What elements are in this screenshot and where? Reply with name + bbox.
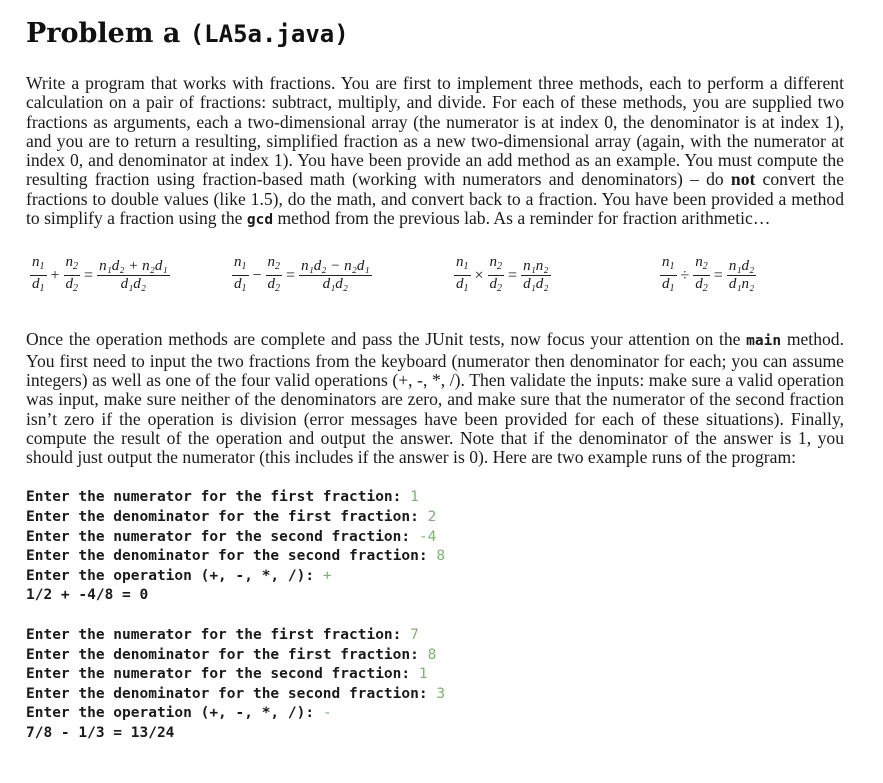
page-title — [26, 14, 844, 54]
run1-line-3: Enter the numerator for the second fraction: -4 — [26, 528, 437, 545]
run2-line-3: Enter the numerator for the second fraction: 1 — [26, 666, 428, 683]
second-code-main: main — [746, 333, 782, 350]
main-method-paragraph — [26, 330, 844, 467]
document-page — [26, 14, 844, 744]
example-runs — [26, 488, 844, 743]
run1-input-3: -4 — [418, 528, 437, 545]
formula-add-operator: + — [50, 266, 60, 284]
formula-divide: $\frac{n_1}{d_1}$ ÷ $\frac{n_2}{d_2}$ = $\frac{\text{n₁d₂}}{\text{d₁n₂}}$ — [662, 254, 755, 295]
formula-add-numerator: n₁d₂ + n₂d₁ — [99, 258, 168, 275]
fraction-formulas — [26, 254, 844, 324]
title-filename: (LA5a.java) — [189, 20, 349, 48]
formula-divide-numerator: n₁d₂ — [728, 258, 755, 275]
intro-paragraph — [26, 74, 844, 230]
run2-input-4: 3 — [436, 685, 446, 702]
formula-multiply-operator: × — [474, 266, 484, 284]
formula-divide-denominator: d₁n₂ — [728, 276, 755, 293]
intro-bold-not: not — [730, 169, 756, 190]
run1-line-4: Enter the denominator for the second fraction: 8 — [26, 548, 446, 565]
run2-input-3: 1 — [418, 666, 428, 683]
title-text: Problem a — [26, 18, 181, 49]
run2-input-1: 7 — [410, 627, 419, 644]
run1-line-1: Enter the numerator for the first fraction: 1 — [26, 489, 419, 506]
formula-subtract: $\frac{n_1}{d_1}$ − $\frac{n_2}{d_2}$ = $\frac{\text{n₁d₂ − n₂d₁}}{\text{d₁d₂}}$ — [234, 254, 370, 295]
runs-spacer — [26, 606, 844, 626]
run1-input-4: 8 — [436, 548, 446, 565]
formula-subtract-numerator: n₁d₂ − n₂d₁ — [301, 258, 370, 275]
formula-multiply-numerator: n₁n₂ — [523, 258, 549, 275]
run2-input-5: - — [322, 705, 332, 722]
run2-line-4: Enter the denominator for the second fraction: 3 — [26, 685, 446, 702]
run2-line-1: Enter the numerator for the first fraction: 7 — [26, 627, 419, 644]
intro-code-gcd: gcd — [246, 212, 274, 229]
run1-result: 1/2 + -4/8 = 0 — [26, 587, 149, 604]
run2-result: 7/8 - 1/3 = 13/24 — [26, 724, 175, 741]
run1-line-5: Enter the operation (+, -, *, /): + — [26, 567, 332, 584]
intro-text-2: convert the fractions to double values (like 1.5), do the math, and convert back to a fraction. You have been provided a method to simplify a fraction using the — [26, 169, 844, 229]
intro-text-1: Write a program that works with fractions. You are first to implement three methods, each to perform a different calculation on a pair of fractions: subtract, multiply, and divide. For each of these methods, you are supplied two fractions as arguments, each a two-dimensional array (the numerator is at index 0, the denominator is at index 1), and you are to return a resulting, simplified fraction as a new two-dimensional array (again, with the numerator at index 0, and denominator at index 1). You have been provide an add method as an example. You must compute the resulting fraction using fraction-based math (working with numerators and denominators) – do — [26, 73, 844, 190]
second-text-1: Once the operation methods are complete and pass the JUnit tests, now focus your attention on the — [26, 329, 747, 350]
run1-input-1: 1 — [410, 489, 419, 506]
intro-text-3: method from the previous lab. As a reminder for fraction arithmetic… — [273, 208, 771, 229]
run1-input-2: 2 — [427, 509, 437, 526]
run1-input-5: + — [322, 567, 332, 584]
formula-subtract-operator: − — [252, 266, 262, 284]
formula-divide-operator: ÷ — [680, 266, 690, 284]
run2-input-2: 8 — [427, 646, 437, 663]
formula-multiply: $\frac{n_1}{d_1}$ × $\frac{n_2}{d_2}$ = $\frac{\text{n₁n₂}}{\text{d₁d₂}}$ — [456, 254, 549, 295]
formula-multiply-denominator: d₁d₂ — [523, 276, 549, 293]
formula-subtract-denominator: d₁d₂ — [322, 276, 349, 293]
run2-line-5: Enter the operation (+, -, *, /): - — [26, 705, 332, 722]
formula-add-denominator: d₁d₂ — [120, 276, 147, 293]
second-text-2: method. You first need to input the two fractions from the keyboard (numerator then denominator for each; you can assume integers) as well as one of the four valid operations (+, -, *, /). Then validate the inputs: make sure a valid operation was input, make sure neither of the denominators are zero, and make sure that the numerator of the second fraction isn’t zero if the operation is division (error messages have been provided for each of these situations). Finally, compute the result of the operation and output the answer. Note that if the denominator of the answer is 1, you should just output the numerator (this includes if the answer is 0). Here are two example runs of the program: — [26, 329, 844, 468]
formula-add: $\frac{n_1}{d_1}$ + $\frac{n_2}{d_2}$ = $\frac{\text{n₁d₂ + n₂d₁}}{\text{d₁d₂}}$ — [32, 254, 168, 295]
run1-line-2: Enter the denominator for the first fraction: 2 — [26, 509, 437, 526]
run2-line-2: Enter the denominator for the first fraction: 8 — [26, 646, 437, 663]
